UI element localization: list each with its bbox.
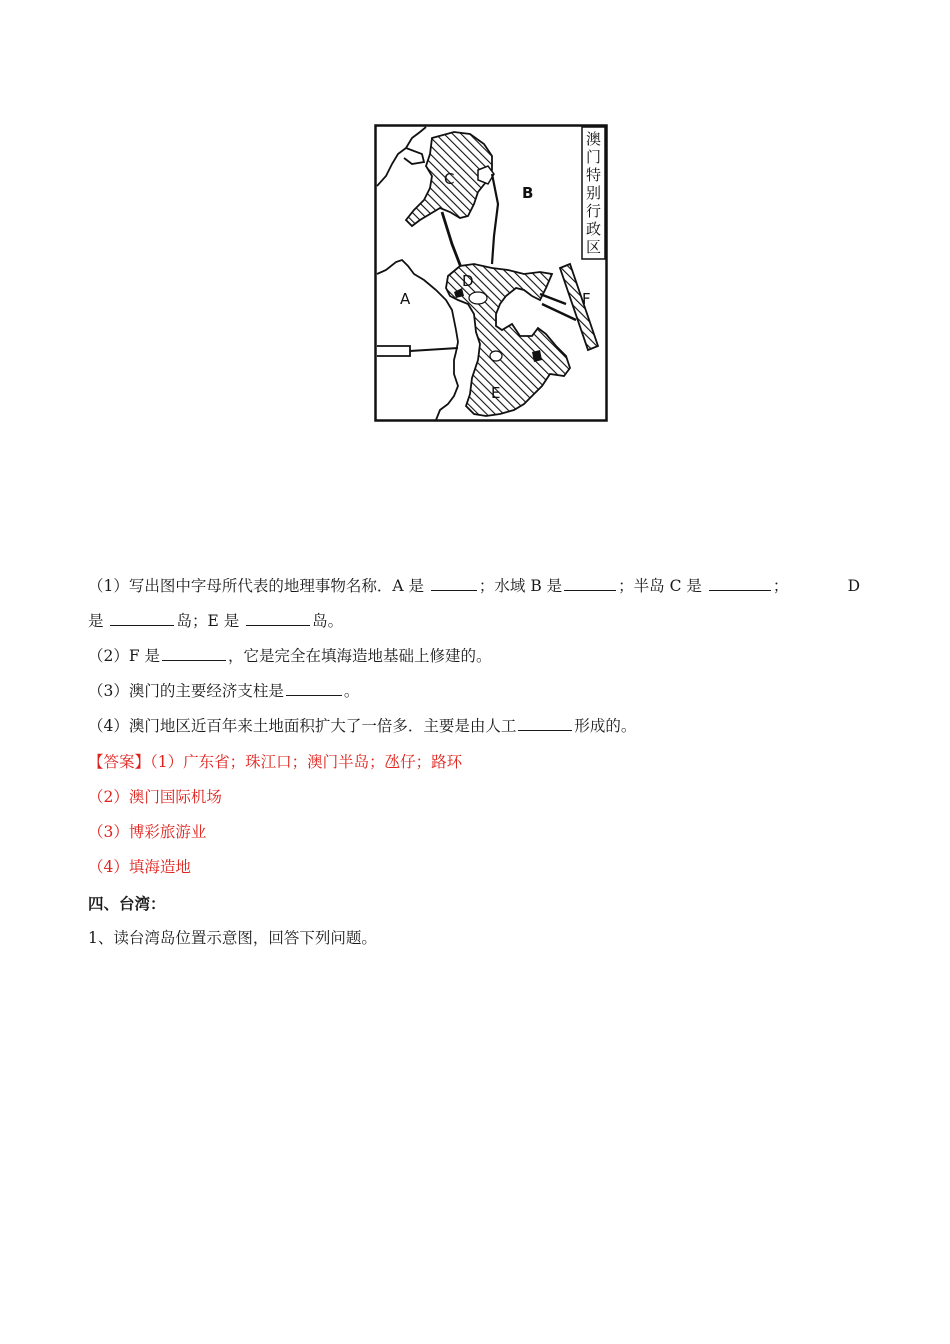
question-4 [88, 715, 636, 737]
label-e: E [491, 384, 501, 402]
title-char: 区 [585, 238, 602, 256]
vertical-title [586, 130, 601, 256]
blank-land[interactable] [518, 715, 572, 731]
macau-map-svg [374, 124, 608, 422]
question-1-line-1 [88, 575, 860, 597]
label-a: A [400, 290, 411, 308]
q1-d-label: D [847, 577, 860, 595]
title-char: 政 [585, 220, 602, 238]
answer-3: （3）博彩旅游业 [88, 823, 207, 841]
blank-e[interactable] [246, 610, 310, 626]
title-char: 特 [585, 166, 602, 184]
answer-1 [88, 751, 462, 773]
title-char: 门 [585, 148, 602, 166]
q2-suffix: ，它是完全在填海造地基础上修建的。 [228, 647, 492, 665]
answer-tag: 【答案】 [88, 753, 151, 771]
label-c: C [444, 170, 455, 188]
inlet-bottom-left [377, 346, 410, 356]
macau-map-figure [374, 124, 608, 422]
question-1-line-2 [88, 610, 343, 632]
q3-suffix: 。 [343, 682, 360, 700]
taiwan-question-1: 1、读台湾岛位置示意图，回答下列问题。 [88, 929, 377, 947]
section-heading-taiwan: 四、台湾： [88, 894, 166, 913]
q3-prefix: （3）澳门的主要经济支柱是 [88, 682, 284, 700]
label-b: B [522, 184, 534, 202]
question-2 [88, 645, 492, 667]
title-char: 行 [585, 202, 602, 220]
blank-b[interactable] [564, 575, 616, 591]
q1-sep1: ；水域 B 是 [478, 577, 563, 595]
q1-prefix: （1）写出图中字母所代表的地理事物名称．A 是 [88, 577, 424, 595]
answer-2: （2）澳门国际机场 [88, 788, 222, 806]
question-3 [88, 680, 359, 702]
blank-c[interactable] [709, 575, 771, 591]
q1-e-suffix: 岛。 [312, 612, 344, 630]
blank-f[interactable] [162, 645, 226, 661]
q2-prefix: （2）F 是 [88, 647, 161, 665]
blank-d[interactable] [110, 610, 174, 626]
q1-sep2: ；半岛 C 是 [618, 577, 702, 595]
answer-1-text: （1）广东省；珠江口；澳门半岛；氹仔；路环 [150, 753, 463, 771]
blank-economy[interactable] [286, 680, 342, 696]
q4-suffix: 形成的。 [574, 717, 637, 735]
title-char: 别 [585, 184, 602, 202]
answer-4: （4）填海造地 [88, 858, 191, 876]
q1-sep3: ； [772, 577, 789, 595]
title-char: 澳 [585, 130, 602, 148]
label-f: F [582, 290, 591, 308]
blank-a[interactable] [431, 575, 477, 591]
q1-d-suffix: 岛；E 是 [176, 612, 240, 630]
pond-e [490, 351, 502, 361]
label-d: D [462, 272, 474, 290]
q1-line2-prefix: 是 [88, 612, 104, 630]
q4-prefix: （4）澳门地区近百年来土地面积扩大了一倍多．主要是由人工 [88, 717, 517, 735]
pond-d [469, 292, 487, 304]
